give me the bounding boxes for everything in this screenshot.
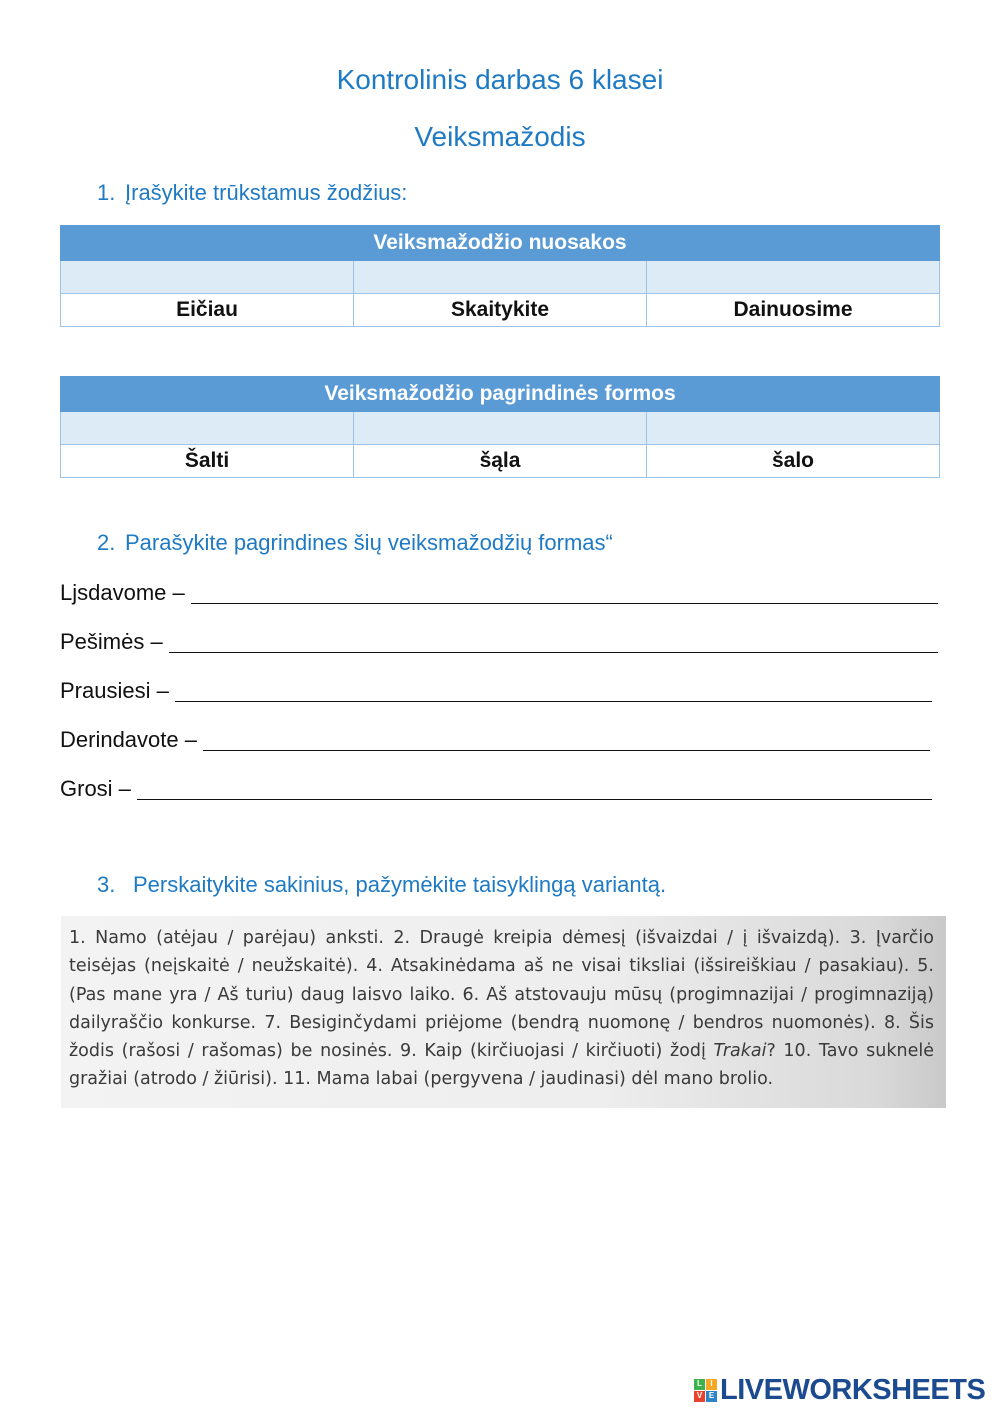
question-1-heading bbox=[97, 180, 407, 206]
answer-blank[interactable] bbox=[175, 679, 932, 702]
answer-label: Prausiesi – bbox=[60, 678, 169, 703]
forms-answer-cell[interactable] bbox=[61, 412, 354, 445]
logo-icon bbox=[694, 1379, 717, 1402]
liveworksheets-logo bbox=[694, 1375, 985, 1405]
answer-label: Grosi – bbox=[60, 776, 131, 801]
moods-value-cell: Dainuosime bbox=[647, 294, 940, 327]
forms-answer-cell[interactable] bbox=[647, 412, 940, 445]
page-subtitle: Veiksmažodis bbox=[414, 121, 586, 152]
question-2-number: 2. bbox=[97, 530, 116, 555]
question-3-heading bbox=[97, 872, 666, 898]
question-1-text: Įrašykite trūkstamus žodžius: bbox=[125, 180, 408, 205]
answer-row bbox=[60, 772, 932, 802]
forms-table-header: Veiksmažodžio pagrindinės formos bbox=[61, 377, 940, 412]
answer-row bbox=[60, 723, 930, 753]
logo-square: I bbox=[706, 1379, 717, 1390]
question-3-text: Perskaitykite sakinius, pažymėkite taisyklingą variantą. bbox=[133, 872, 667, 897]
logo-square: V bbox=[694, 1391, 705, 1402]
answer-row bbox=[60, 674, 932, 704]
logo-square: L bbox=[694, 1379, 705, 1390]
moods-value-cell: Skaitykite bbox=[354, 294, 647, 327]
logo-text: LIVEWORKSHEETS bbox=[720, 1373, 986, 1406]
forms-table bbox=[60, 376, 940, 478]
logo-square: E bbox=[706, 1391, 717, 1402]
forms-value-cell: šąla bbox=[354, 445, 647, 478]
exercise-passage-part2: ? 10. Tavo suknelė gražiai (atrodo / žiūrisi). 11. Mama labai (pergyvena / jaudinasi) dėl mano brolio. bbox=[69, 1041, 934, 1090]
question-2-text: Parašykite pagrindines šių veiksmažodžių formas“ bbox=[125, 530, 613, 555]
moods-answer-cell[interactable] bbox=[354, 261, 647, 294]
question-2-heading bbox=[97, 530, 613, 556]
moods-answer-cell[interactable] bbox=[61, 261, 354, 294]
scanned-exercise bbox=[61, 916, 946, 1108]
forms-value-cell: Šalti bbox=[61, 445, 354, 478]
answer-blank[interactable] bbox=[137, 777, 932, 800]
question-3-number: 3. bbox=[97, 872, 116, 897]
exercise-passage-italic: Trakai bbox=[713, 1041, 767, 1062]
answer-blank[interactable] bbox=[203, 728, 930, 751]
answer-label: Pešimės – bbox=[60, 629, 163, 654]
answer-row bbox=[60, 625, 938, 655]
exercise-passage-part1: 1. Namo (atėjau / parėjau) anksti. 2. Draugė kreipia dėmesį (išvaizdai / į išvaizdą). 3. Įvarčio teisėjas (neįskaitė / neužskaitė). 4. Atsakinėdama aš ne visai tiksliai (išsireiškiau / pasakiau). 5. (Pas mane yra / Aš turiu) daug laisvo laiko. 6. Aš atstovauju mūsų (progimnazijai / progimnaziją) dailyraščio konkurse. 7. Besiginčydami priėjome (bendrą nuomonę / bendros nuomonės). 8. Šis žodis (rašosi / rašomas) be nosinės. 9. Kaip (kirčiuojasi / kirčiuoti) žodį bbox=[69, 928, 934, 1062]
answer-row bbox=[60, 576, 938, 606]
question-1-number: 1. bbox=[97, 180, 116, 205]
moods-table-header: Veiksmažodžio nuosakos bbox=[61, 226, 940, 261]
answer-blank[interactable] bbox=[169, 630, 938, 653]
answer-label: Derindavote – bbox=[60, 727, 197, 752]
moods-value-cell: Eičiau bbox=[61, 294, 354, 327]
answer-blank[interactable] bbox=[191, 581, 938, 604]
forms-value-cell: šalo bbox=[647, 445, 940, 478]
moods-answer-cell[interactable] bbox=[647, 261, 940, 294]
page-title: Kontrolinis darbas 6 klasei bbox=[336, 64, 664, 95]
exercise-passage bbox=[69, 924, 934, 1094]
answer-label: Ljsdavome – bbox=[60, 580, 185, 605]
forms-answer-cell[interactable] bbox=[354, 412, 647, 445]
moods-table bbox=[60, 225, 940, 327]
